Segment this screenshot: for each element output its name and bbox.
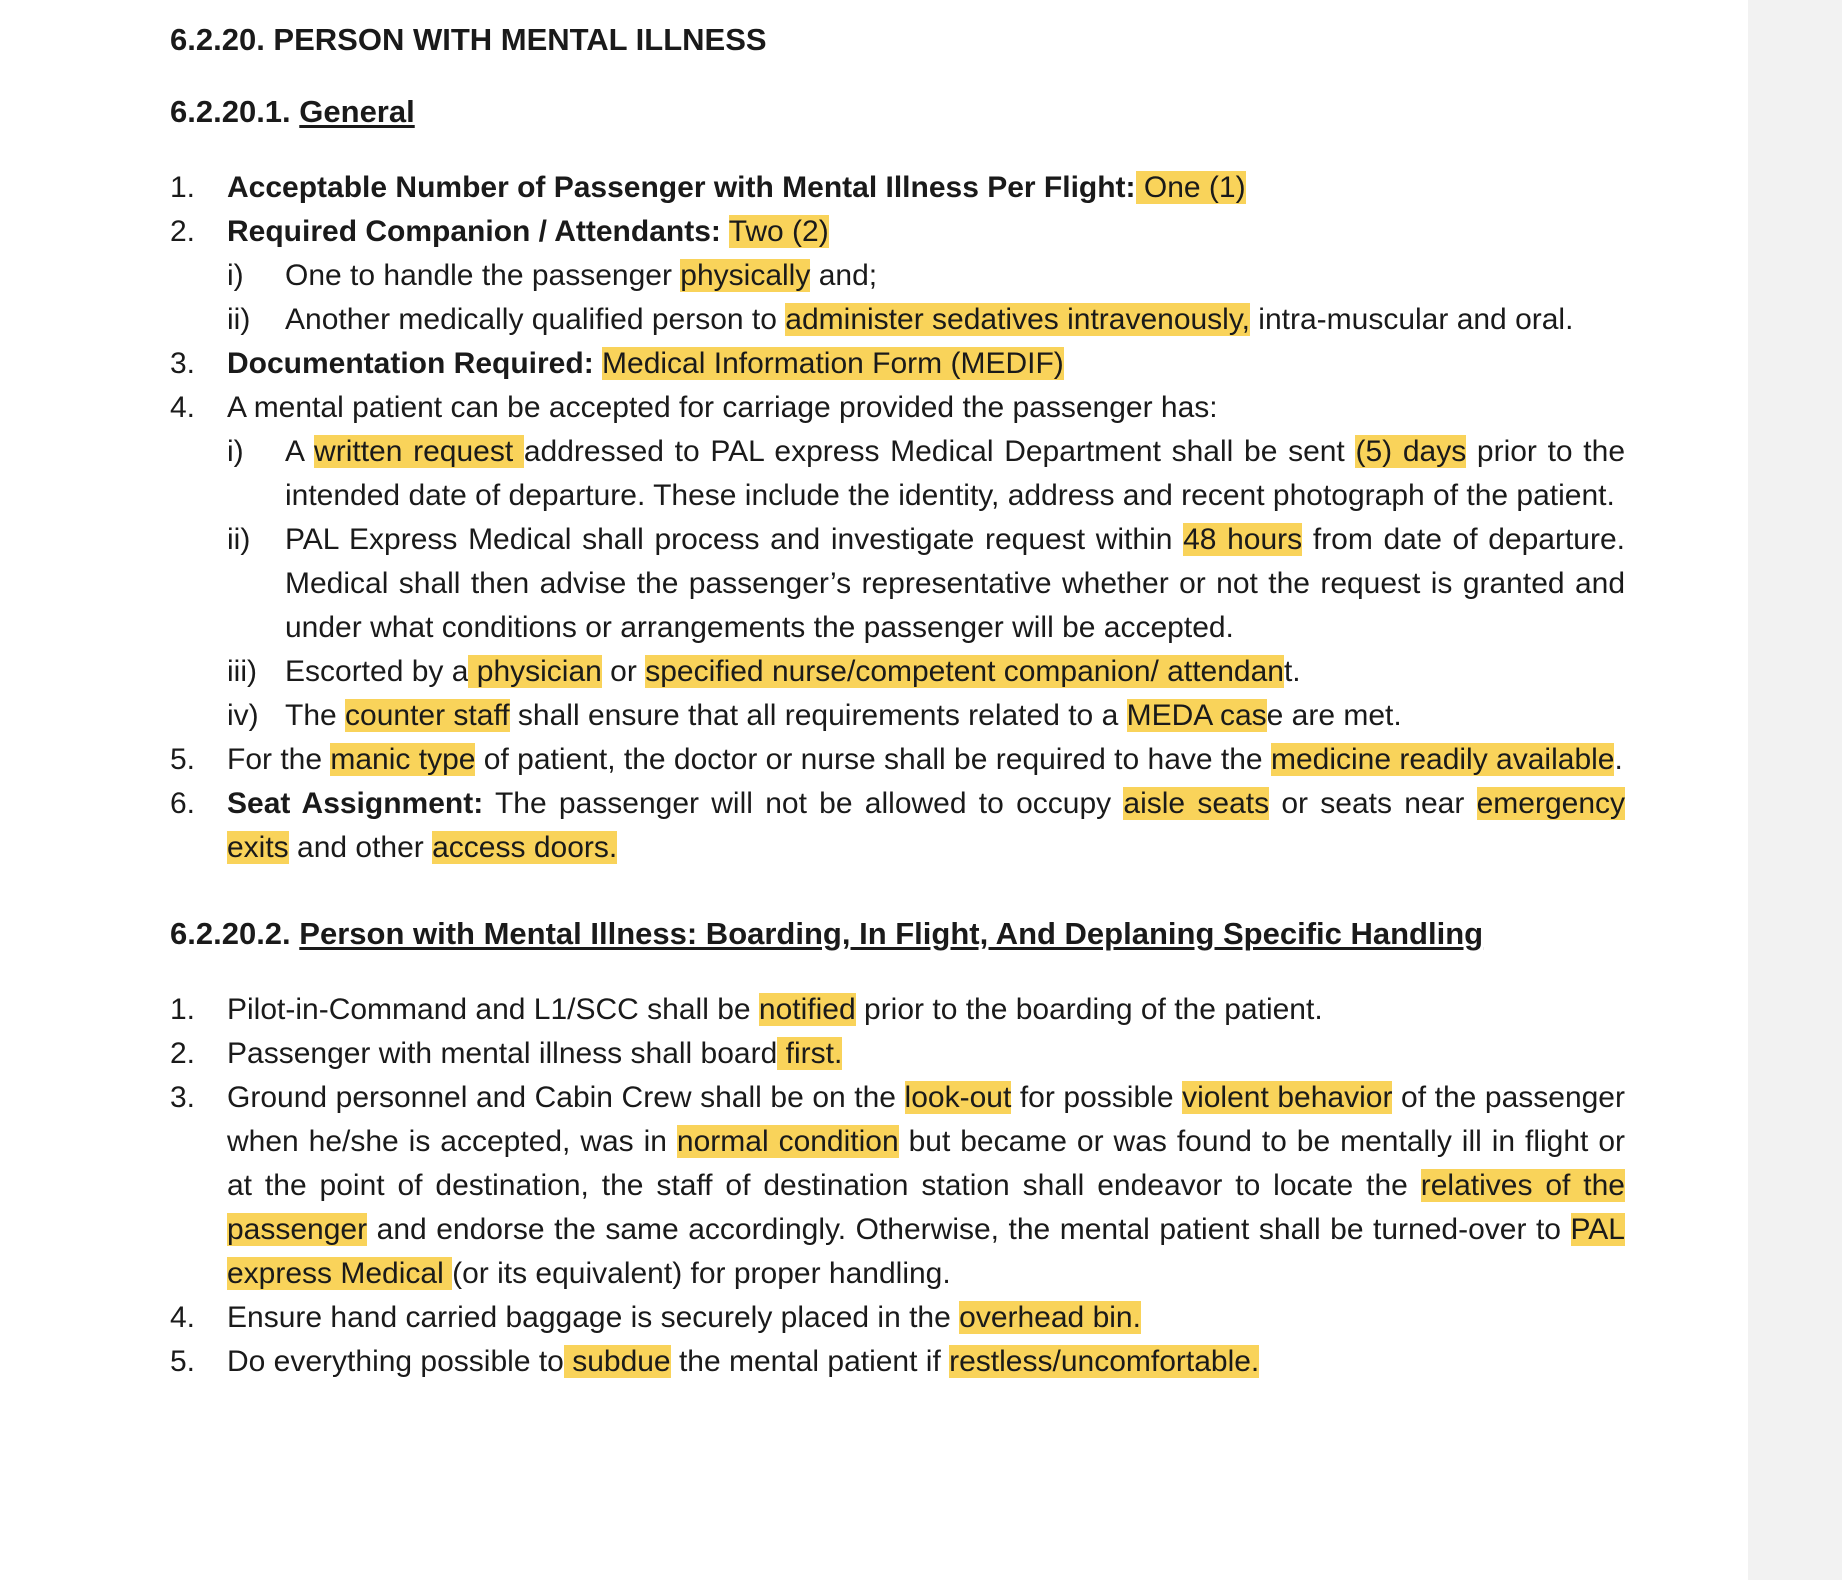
text: Ensure hand carried baggage is securely placed in the: [227, 1301, 960, 1334]
list-item: [170, 988, 1625, 1032]
text: Escorted by a: [285, 655, 469, 688]
item-text: [227, 738, 1625, 782]
sub-item-text: [285, 518, 1625, 650]
sub-item: [227, 430, 1625, 518]
list-item: [170, 386, 1625, 738]
list-item: [170, 738, 1625, 782]
sub-item-number: ii): [227, 303, 251, 336]
text: and endorse the same accordingly. Otherwise, the mental patient shall be turned-over to: [367, 1213, 1571, 1246]
text: A mental patient can be accepted for carriage provided the passenger has:: [227, 391, 1218, 424]
item-label: Required Companion / Attendants:: [227, 215, 721, 248]
item-number: 5.: [170, 743, 196, 776]
text: and;: [810, 259, 878, 292]
text: from date of departure. Medical shall then advise the passenger’s representative whether or not the request is granted and under what conditions or arrangements the passenger will be accepted.: [285, 523, 1625, 644]
highlight: written request: [314, 435, 524, 468]
highlight: One (1): [1135, 171, 1246, 204]
item-number: 1.: [170, 993, 196, 1026]
sub-item: [227, 254, 1625, 298]
sub-item-text: [285, 298, 1625, 342]
list-item: [170, 210, 1625, 342]
highlight: physically: [680, 259, 811, 292]
sub-item-number: iv): [227, 699, 259, 732]
text: Pilot-in-Command and L1/SCC shall be: [227, 993, 759, 1026]
highlight: PAL express Medical: [227, 1213, 1625, 1290]
list-item: [170, 782, 1625, 870]
section-title: 6.2.20. PERSON WITH MENTAL ILLNESS: [170, 22, 767, 57]
highlight: access doors.: [432, 831, 618, 864]
subsection-heading-handling: [170, 912, 1625, 956]
sub-item: [227, 650, 1625, 694]
sub-item-text: [285, 694, 1625, 738]
item-text: [227, 1032, 1625, 1076]
text: The passenger will not be allowed to occupy: [483, 787, 1124, 820]
highlight: normal condition: [676, 1125, 899, 1158]
text: A: [285, 435, 315, 468]
list-item: [170, 1340, 1625, 1384]
list-item: [170, 1296, 1625, 1340]
subsection-title: Person with Mental Illness: Boarding, In Flight, And Deplaning Specific Handling: [299, 916, 1484, 951]
text: for possible: [1011, 1081, 1183, 1114]
item-number: 3.: [170, 347, 196, 380]
highlight: medicine readily available: [1270, 743, 1615, 776]
highlight: specified nurse/competent companion/ attendan: [645, 655, 1284, 688]
sub-item-text: [285, 650, 1625, 694]
subsection-number: 6.2.20.2.: [170, 916, 291, 951]
text: shall ensure that all requirements related to a: [509, 699, 1127, 732]
highlight: Two (2): [728, 215, 829, 248]
text: or: [601, 655, 646, 688]
text: PAL Express Medical shall process and investigate request within: [285, 523, 1184, 556]
highlight: counter staff: [345, 699, 510, 732]
text: addressed to PAL express Medical Department shall be sent: [523, 435, 1356, 468]
item-number: 4.: [170, 1301, 196, 1334]
text: of patient, the doctor or nurse shall be required to have the: [475, 743, 1271, 776]
sub-item-number: i): [227, 259, 244, 292]
highlight: overhead bin.: [959, 1301, 1141, 1334]
text: but became or was found to be mentally ill in flight or at the point of destination, the staff of destination station shall endeavor to locate the: [227, 1125, 1625, 1202]
item-text: [227, 782, 1625, 870]
list-item: [170, 342, 1625, 386]
sub-item: [227, 694, 1625, 738]
item-text: [227, 988, 1625, 1032]
text: Another medically qualified person to: [285, 303, 786, 336]
item-number: 6.: [170, 787, 196, 820]
text: e are met.: [1266, 699, 1402, 732]
highlight: MEDA cas: [1126, 699, 1267, 732]
sub-item-number: ii): [227, 523, 251, 556]
text: prior to the intended date of departure. These include the identity, address and recent photograph of the patient.: [285, 435, 1626, 512]
text: the mental patient if: [670, 1345, 950, 1378]
text: .: [1614, 743, 1623, 776]
text: prior to the boarding of the patient.: [855, 993, 1323, 1026]
item-number: 4.: [170, 391, 196, 424]
highlight: first.: [777, 1037, 843, 1070]
highlight: notified: [758, 993, 856, 1026]
text: (or its equivalent) for proper handling.: [452, 1257, 951, 1290]
text: The: [285, 699, 346, 732]
item-number: 3.: [170, 1081, 196, 1114]
text: Ground personnel and Cabin Crew shall be on the: [227, 1081, 905, 1114]
highlight: manic type: [330, 743, 476, 776]
list-item: [170, 1032, 1625, 1076]
sub-item-text: [285, 254, 1625, 298]
highlight: restless/uncomfortable.: [949, 1345, 1260, 1378]
highlight: administer sedatives intravenously,: [785, 303, 1250, 336]
highlight: relatives of the passenger: [227, 1169, 1625, 1246]
item-number: 1.: [170, 171, 196, 204]
highlight: 48 hours: [1183, 523, 1303, 556]
item-text: [227, 1076, 1625, 1296]
text: or seats near: [1269, 787, 1477, 820]
item-text: [227, 1296, 1625, 1340]
highlight: look-out: [904, 1081, 1012, 1114]
item-text: [227, 210, 1625, 342]
highlight: (5) days: [1355, 435, 1467, 468]
sub-item: [227, 298, 1625, 342]
item-label: Seat Assignment:: [227, 787, 484, 820]
text: intra-muscular and oral.: [1249, 303, 1574, 336]
text: of the passenger when he/she is accepted, was in: [227, 1081, 1625, 1158]
text: One to handle the passenger: [285, 259, 681, 292]
highlight: emergency exits: [227, 787, 1625, 864]
item-number: 2.: [170, 1037, 196, 1070]
text: and other: [288, 831, 433, 864]
text: Do everything possible to: [227, 1345, 564, 1378]
list-item: [170, 1076, 1625, 1296]
highlight: violent behavior: [1182, 1081, 1393, 1114]
item-label: Documentation Required:: [227, 347, 594, 380]
highlight: Medical Information Form (MEDIF): [602, 347, 1064, 380]
document-content: [170, 18, 1625, 1384]
subsection-number: 6.2.20.1.: [170, 94, 291, 129]
highlight: physician: [468, 655, 602, 688]
text: t.: [1283, 655, 1301, 688]
subsection-title: General: [299, 94, 415, 129]
sub-item-number: iii): [227, 655, 257, 688]
highlight: subdue: [563, 1345, 671, 1378]
item-text: [227, 386, 1625, 738]
item-text: [227, 342, 1625, 386]
item-number: 5.: [170, 1345, 196, 1378]
item-text: [227, 1340, 1625, 1384]
text: For the: [227, 743, 331, 776]
highlight: aisle seats: [1123, 787, 1270, 820]
item-label: Acceptable Number of Passenger with Mental Illness Per Flight:: [227, 171, 1136, 204]
text: Passenger with mental illness shall board: [227, 1037, 778, 1070]
sub-item: [227, 518, 1625, 650]
list-item: [170, 166, 1625, 210]
sub-item-number: i): [227, 435, 244, 468]
sub-item-text: [285, 430, 1625, 518]
item-number: 2.: [170, 215, 196, 248]
item-text: [227, 166, 1625, 210]
subsection-heading-general: [170, 90, 1625, 134]
